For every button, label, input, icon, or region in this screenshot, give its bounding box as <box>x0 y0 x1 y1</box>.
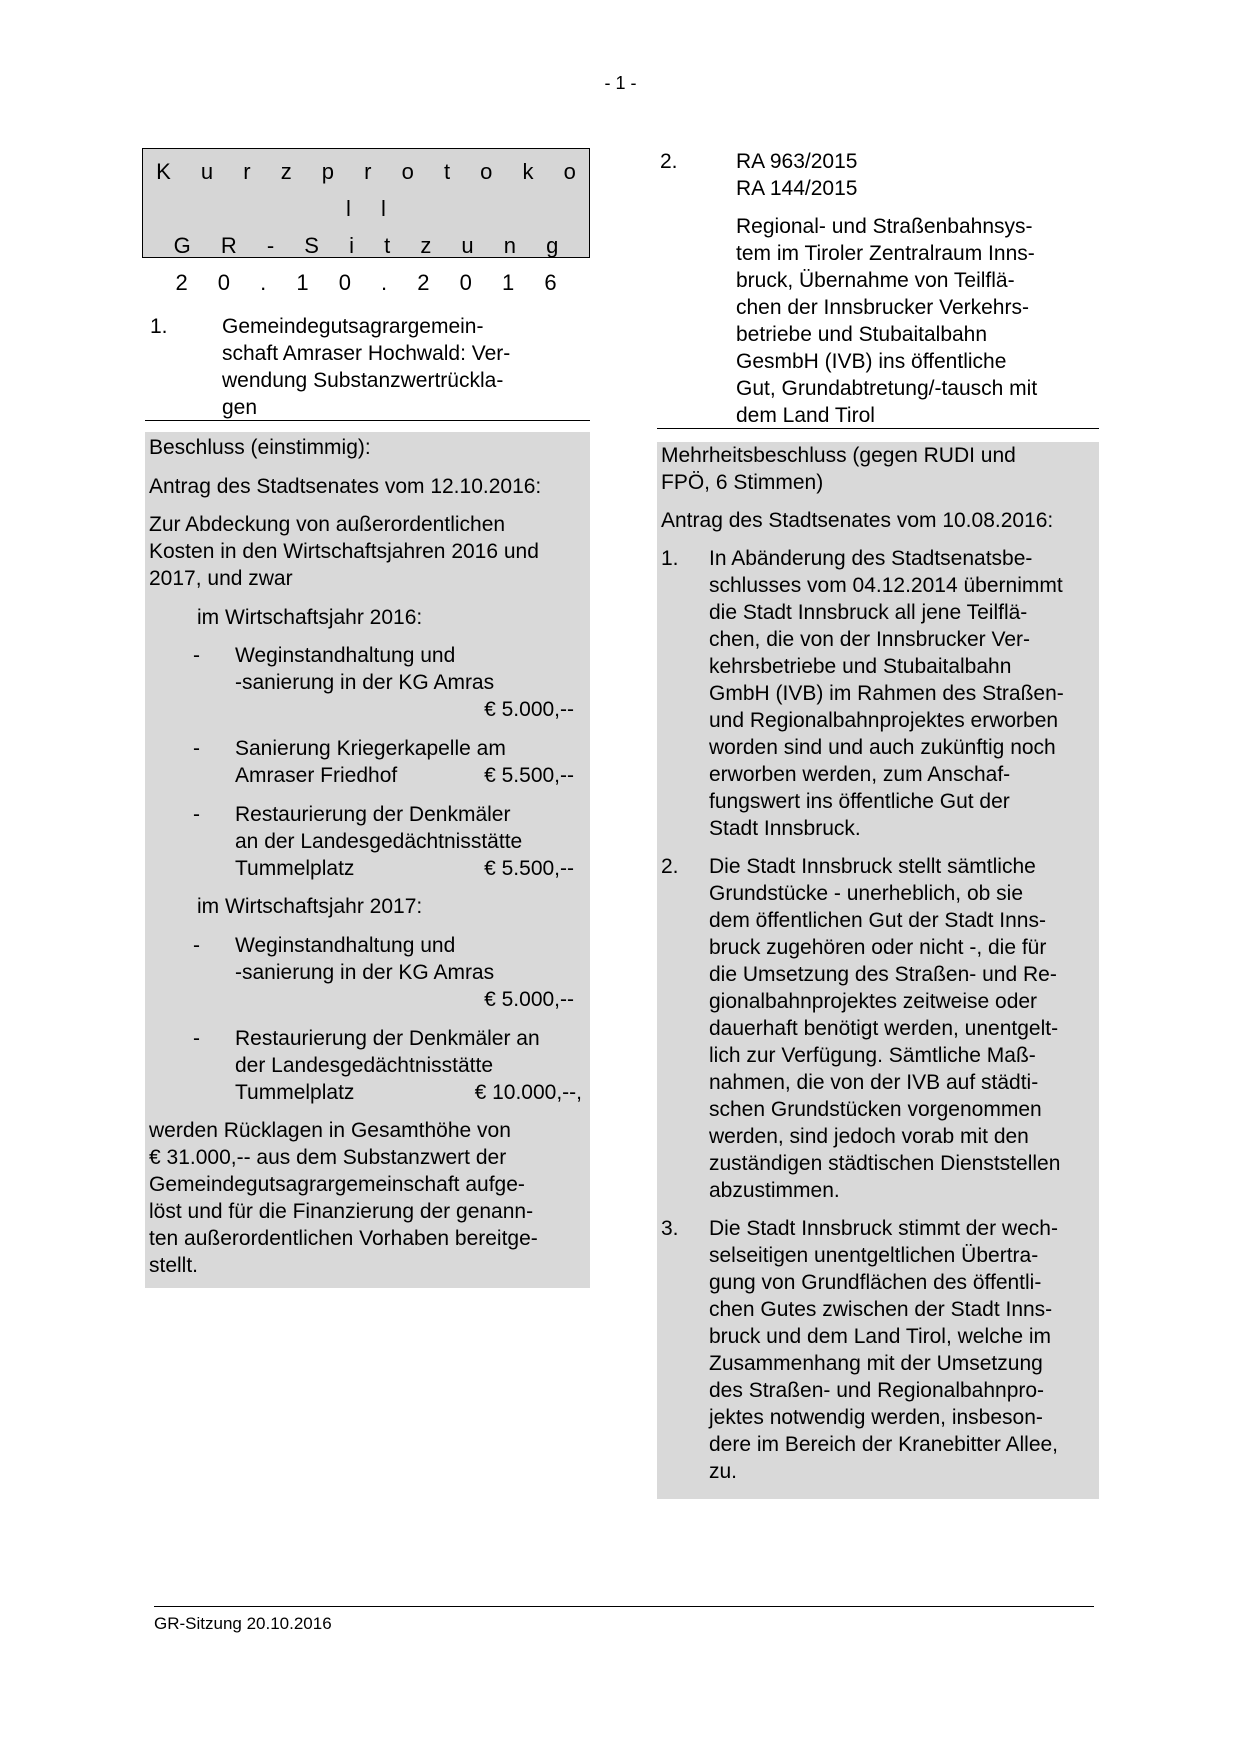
cost-item-line: Tummelplatz <box>235 857 355 880</box>
point-line: und Regionalbahnprojektes erworben <box>709 709 1059 732</box>
item2-title-line: GesmbH (IVB) ins öffentliche <box>736 350 1007 373</box>
point-number: 1. <box>661 547 679 570</box>
cost-item <box>149 735 590 789</box>
item2-number: 2. <box>660 150 678 173</box>
point-line: gung von Grundflächen des öffentli- <box>709 1271 1042 1294</box>
point-line: chen, die von der Innsbrucker Ver- <box>709 628 1031 651</box>
point-line: nahmen, die von der IVB auf städti- <box>709 1071 1039 1094</box>
point-line: chen Gutes zwischen der Stadt Inns- <box>709 1298 1053 1321</box>
point-line: In Abänderung des Stadtsenatsbe- <box>709 547 1033 570</box>
item1-intro-line: 2017, und zwar <box>149 567 293 590</box>
item2-resolution-line: Mehrheitsbeschluss (gegen RUDI und <box>661 444 1016 467</box>
motion-point <box>661 545 1095 842</box>
item2-title-line: bruck, Übernahme von Teilflä- <box>736 269 1015 292</box>
item2-resolution-box <box>657 442 1099 1499</box>
item2-title-line: tem im Tiroler Zentralraum Inns- <box>736 242 1035 265</box>
item1-intro-line: Zur Abdeckung von außerordentlichen <box>149 513 506 536</box>
cost-item-line: Weginstandhaltung und <box>235 934 456 957</box>
item1-rule <box>145 420 590 421</box>
year-2016-label: im Wirtschaftsjahr 2016: <box>197 606 423 629</box>
dash-marker: - <box>193 737 200 760</box>
cost-item-line: -sanierung in der KG Amras <box>235 961 495 984</box>
item2-rule <box>657 428 1099 429</box>
cost-item-line: Amraser Friedhof <box>235 764 398 787</box>
point-line: schlusses vom 04.12.2014 übernimmt <box>709 574 1063 597</box>
cost-item <box>149 1025 590 1106</box>
closing-line: werden Rücklagen in Gesamthöhe von <box>149 1119 511 1142</box>
item1-intro <box>149 511 590 592</box>
motion-point <box>661 853 1095 1204</box>
cost-item-line: Sanierung Kriegerkapelle am <box>235 737 506 760</box>
point-line: Die Stadt Innsbruck stellt sämtliche <box>709 855 1036 878</box>
closing-line: Gemeindegutsagrargemeinschaft aufge- <box>149 1173 525 1196</box>
motion-point <box>661 1215 1095 1485</box>
point-number: 3. <box>661 1217 679 1240</box>
point-line: lich zur Verfügung. Sämtliche Maß- <box>709 1044 1036 1067</box>
point-line: zu. <box>709 1460 738 1483</box>
cost-item <box>149 932 590 1013</box>
dash-marker: - <box>193 1027 200 1050</box>
item2-ref: RA 144/2015 <box>736 177 858 200</box>
item2-title-line: betriebe und Stubaitalbahn <box>736 323 988 346</box>
closing-line: ten außerordentlichen Vorhaben bereitge- <box>149 1227 538 1250</box>
point-number: 2. <box>661 855 679 878</box>
point-line: jektes notwendig werden, insbeson- <box>709 1406 1043 1429</box>
point-line: die Stadt Innsbruck all jene Teilflä- <box>709 601 1028 624</box>
item2-title-line: Gut, Grundabtretung/-tausch mit <box>736 377 1038 400</box>
closing-line: löst und für die Finanzierung der genann- <box>149 1200 534 1223</box>
header-session: G R - S i t z u n g <box>173 233 571 258</box>
header-title: K u r z p r o t o k o l l <box>156 159 588 221</box>
item1-resolution-box <box>145 432 590 1288</box>
point-line: GmbH (IVB) im Rahmen des Straßen- <box>709 682 1064 705</box>
cost-item-line: Tummelplatz <box>235 1081 355 1104</box>
point-line: kehrsbetriebe und Stubaitalbahn <box>709 655 1012 678</box>
closing-line: stellt. <box>149 1254 199 1277</box>
point-line: dauerhaft benötigt werden, unentgelt- <box>709 1017 1059 1040</box>
point-line: worden sind und auch zukünftig noch <box>709 736 1056 759</box>
item1-title-line: gen <box>222 396 258 419</box>
cost-amount: € 5.500,-- <box>484 857 574 880</box>
item1-title-line: wendung Substanzwertrückla- <box>222 369 504 392</box>
item2-ref: RA 963/2015 <box>736 150 858 173</box>
point-line: zuständigen städtischen Dienststellen <box>709 1152 1061 1175</box>
footer-session-date: GR-Sitzung 20.10.2016 <box>154 1614 332 1633</box>
cost-amount: € 5.000,-- <box>484 698 574 721</box>
cost-amount: € 5.500,-- <box>484 764 574 787</box>
item2-title-line: Regional- und Straßenbahnsys- <box>736 215 1033 238</box>
point-line: bruck und dem Land Tirol, welche im <box>709 1325 1051 1348</box>
dash-marker: - <box>193 934 200 957</box>
point-line: des Straßen- und Regionalbahnpro- <box>709 1379 1045 1402</box>
cost-item-line: -sanierung in der KG Amras <box>235 671 495 694</box>
cost-amount: € 10.000,--, <box>474 1081 582 1104</box>
point-line: bruck zugehören oder nicht -, die für <box>709 936 1047 959</box>
cost-item-line: Weginstandhaltung und <box>235 644 456 667</box>
item2-resolution <box>661 442 1095 496</box>
point-line: Die Stadt Innsbruck stimmt der wech- <box>709 1217 1058 1240</box>
item1-title-line: Gemeindegutsagrargemein- <box>222 315 484 338</box>
cost-item-line: an der Landesgedächtnisstätte <box>235 830 523 853</box>
page-number: - 1 - <box>604 73 637 93</box>
cost-item <box>149 642 590 723</box>
point-line: Zusammenhang mit der Umsetzung <box>709 1352 1043 1375</box>
cost-item-line: der Landesgedächtnisstätte <box>235 1054 494 1077</box>
point-line: selseitigen unentgeltlichen Übertra- <box>709 1244 1039 1267</box>
item2-heading <box>660 148 1100 429</box>
point-line: dere im Bereich der Kranebitter Allee, <box>709 1433 1059 1456</box>
item1-title-line: schaft Amraser Hochwald: Ver- <box>222 342 511 365</box>
point-line: abzustimmen. <box>709 1179 840 1202</box>
dash-marker: - <box>193 803 200 826</box>
protocol-header-box <box>142 148 590 295</box>
header-date: 2 0 . 1 0 . 2 0 1 6 <box>175 270 569 295</box>
item1-motion: Antrag des Stadtsenates vom 12.10.2016: <box>149 475 542 498</box>
item1-resolution: Beschluss (einstimmig): <box>149 436 371 459</box>
cost-item <box>149 801 590 882</box>
cost-item-line: Restaurierung der Denkmäler <box>235 803 511 826</box>
footer-rule <box>154 1606 1094 1607</box>
dash-marker: - <box>193 644 200 667</box>
closing-line: € 31.000,-- aus dem Substanzwert der <box>149 1146 507 1169</box>
point-line: fungswert ins öffentliche Gut der <box>709 790 1010 813</box>
item2-title-line: chen der Innsbrucker Verkehrs- <box>736 296 1029 319</box>
point-line: werden, sind jedoch vorab mit den <box>709 1125 1029 1148</box>
item1-number: 1. <box>150 315 168 338</box>
point-line: Stadt Innsbruck. <box>709 817 861 840</box>
item2-title-line: dem Land Tirol <box>736 404 875 427</box>
item1-heading <box>150 313 590 421</box>
cost-item-line: Restaurierung der Denkmäler an <box>235 1027 540 1050</box>
year-2017-label: im Wirtschaftsjahr 2017: <box>197 895 423 918</box>
cost-amount: € 5.000,-- <box>484 988 574 1011</box>
point-line: dem öffentlichen Gut der Stadt Inns- <box>709 909 1046 932</box>
item1-closing <box>149 1117 590 1279</box>
point-line: gionalbahnprojektes zeitweise oder <box>709 990 1038 1013</box>
item2-resolution-line: FPÖ, 6 Stimmen) <box>661 471 824 494</box>
point-line: Grundstücke - unerheblich, ob sie <box>709 882 1024 905</box>
point-line: schen Grundstücken vorgenommen <box>709 1098 1042 1121</box>
item2-motion: Antrag des Stadtsenates vom 10.08.2016: <box>661 509 1054 532</box>
point-line: die Umsetzung des Straßen- und Re- <box>709 963 1057 986</box>
item1-intro-line: Kosten in den Wirtschaftsjahren 2016 und <box>149 540 539 563</box>
point-line: erworben werden, zum Anschaf- <box>709 763 1011 786</box>
